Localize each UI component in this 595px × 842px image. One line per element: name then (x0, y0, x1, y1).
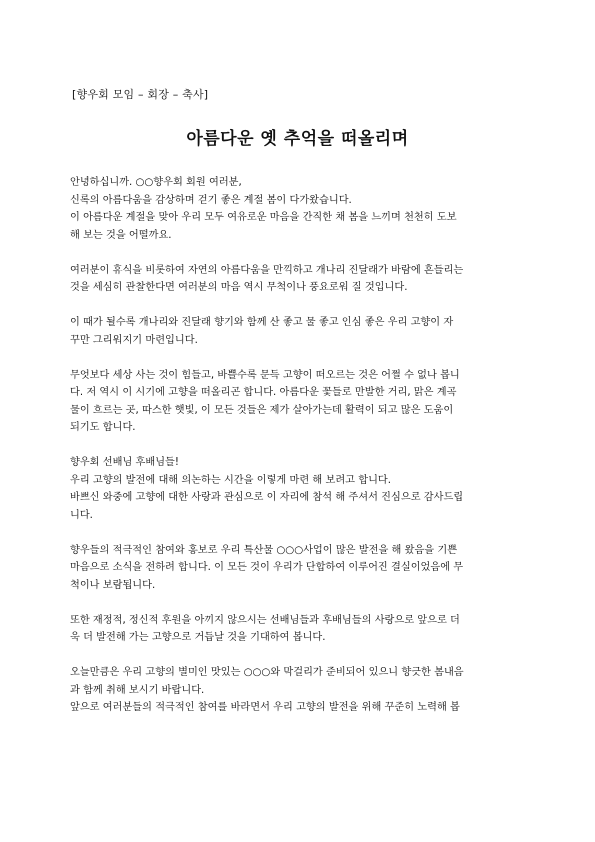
text-line: 이 때가 될수록 개나리와 진달래 향기와 함께 산 좋고 물 좋고 인심 좋은 우리 고향이 자 (70, 317, 454, 328)
text-line: 우리 고향의 발전에 대해 의논하는 시간을 이렇게 마련 해 보려고 합니다. (70, 474, 392, 486)
text-line: 척이나 보람됩니다. (70, 579, 156, 591)
paragraph (70, 542, 527, 595)
text-line: 무엇보다 세상 사는 것이 힘들고, 바쁠수록 문득 고향이 떠오르는 것은 어쩔 수 없나 봅니 (70, 369, 460, 381)
text-line: 꾸만 그리워지기 마련입니다. (70, 334, 198, 346)
text-line: 마음으로 소식을 전하려 합니다. 이 모든 것이 우리가 단합하여 이루어진 결실이었음에 무 (70, 562, 464, 573)
text-line: 다. 저 역시 이 시기에 고향을 떠올리곤 합니다. 아름다운 꽃들로 만발한 거리, 맑은 계곡 (70, 387, 457, 398)
paragraph (70, 454, 527, 524)
text-line: 앞으로 여러분들의 적극적인 참여를 바라면서 우리 고향의 발전을 위해 꾸준히 노력해 봅 (70, 702, 460, 713)
text-line: 이 아름다운 계절을 맞아 우리 모두 여유로운 마음을 간직한 채 봄을 느끼며 천천히 도보 (70, 212, 457, 223)
text-line: 해 보는 것을 어떨까요. (70, 229, 172, 241)
text-line: 오늘만큼은 우리 고향의 별미인 맛있는 ○○○와 막걸리가 준비되어 있으니 향긋한 봄내음 (70, 667, 464, 678)
text-line: 니다. (70, 509, 93, 521)
paragraph (70, 262, 527, 297)
paragraph (70, 367, 527, 437)
paragraph (70, 314, 527, 349)
text-line: 욱 더 발전해 가는 고향으로 거듭날 것을 기대하여 봅니다. (70, 632, 326, 643)
document-body (70, 174, 527, 734)
text-line: 것을 세심히 관찰한다면 여러분의 마음 역시 무척이나 풍요로워 질 것입니다. (70, 282, 408, 293)
text-line: 또한 재정적, 정신적 후원을 아끼지 않으시는 선배님들과 후배님들의 사랑으로 앞으로 더 (70, 614, 460, 626)
text-line: 되기도 합니다. (70, 422, 136, 433)
text-line: 과 함께 취해 보시기 바랍니다. (70, 684, 205, 696)
text-line: 여러분이 휴식을 비롯하여 자연의 아름다움을 만끽하고 개나리 진달래가 바람에 흔들리는 (70, 264, 464, 276)
text-line: 바쁘신 와중에 고향에 대한 사랑과 관심으로 이 자리에 참석 해 주셔서 진심으로 감사드립 (70, 492, 464, 503)
text-line: 향우회 선배님 후배님들! (70, 457, 179, 468)
text-line: 향우들의 적극적인 참여와 홍보로 우리 특산물 ○○○사업이 많은 발전을 해 왔음을 기쁜 (70, 544, 458, 556)
text-line: 신록의 아름다움을 감상하며 걷기 좋은 계절 봄이 다가왔습니다. (70, 194, 352, 206)
document-title: 아름다운 옛 추억을 떠올리며 (186, 129, 409, 149)
paragraph (70, 612, 527, 647)
paragraph (70, 174, 527, 244)
document-header: [향우회 모임 – 회장 – 축사] (72, 88, 209, 101)
text-line: 물이 흐르는 곳, 따스한 햇빛, 이 모든 것들은 제가 살아가는데 활력이 되고 많은 도움이 (70, 404, 454, 416)
paragraph (70, 664, 527, 717)
text-line: 안녕하십니까. ○○향우회 회원 여러분, (70, 177, 242, 188)
